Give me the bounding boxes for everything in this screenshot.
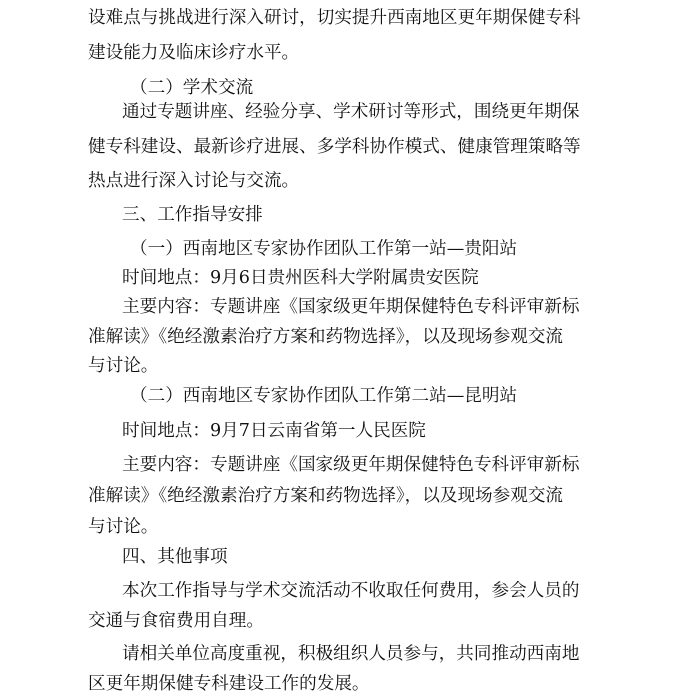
- paragraph-line: 通过专题讲座、经验分享、学术研讨等形式，围绕更年期保: [122, 102, 580, 122]
- paragraph-line: 主要内容：专题讲座《国家级更年期保健特色专科评审新标: [122, 455, 580, 475]
- paragraph-line: 本次工作指导与学术交流活动不收取任何费用，参会人员的: [122, 581, 580, 601]
- paragraph-line: 设难点与挑战进行深入研讨，切实提升西南地区更年期保健专科: [88, 8, 581, 28]
- paragraph-line: 建设能力及临床诊疗水平。: [88, 43, 300, 63]
- subsection-heading: （二）学术交流: [130, 78, 254, 98]
- paragraph-line: 请相关单位高度重视，积极组织人员参与，共同推动西南地: [122, 644, 580, 664]
- subsection-heading: （一）西南地区专家协作团队工作第一站—贵阳站: [130, 239, 518, 259]
- paragraph-line: 与讨论。: [88, 356, 159, 376]
- paragraph-line: 健专科建设、最新诊疗进展、多学科协作模式、健康管理策略等: [88, 137, 581, 157]
- paragraph-line: 准解读》《绝经激素治疗方案和药物选择》，以及现场参观交流: [88, 486, 564, 506]
- section-heading: 三、工作指导安排: [122, 205, 263, 225]
- section-heading: 四、其他事项: [122, 547, 228, 567]
- paragraph-line: 主要内容：专题讲座《国家级更年期保健特色专科评审新标: [122, 297, 580, 317]
- paragraph-line: 交通与食宿费用自理。: [88, 611, 264, 631]
- paragraph-line: 时间地点：9月7日云南省第一人民医院: [122, 421, 426, 441]
- paragraph-line: 区更年期保健专科建设工作的发展。: [88, 674, 370, 694]
- paragraph-line: 准解读》《绝经激素治疗方案和药物选择》，以及现场参观交流: [88, 327, 564, 347]
- paragraph-line: 热点进行深入讨论与交流。: [88, 171, 300, 191]
- subsection-heading: （二）西南地区专家协作团队工作第二站—昆明站: [130, 386, 518, 406]
- paragraph-line: 时间地点：9月6日贵州医科大学附属贵安医院: [122, 268, 479, 288]
- paragraph-line: 与讨论。: [88, 517, 159, 537]
